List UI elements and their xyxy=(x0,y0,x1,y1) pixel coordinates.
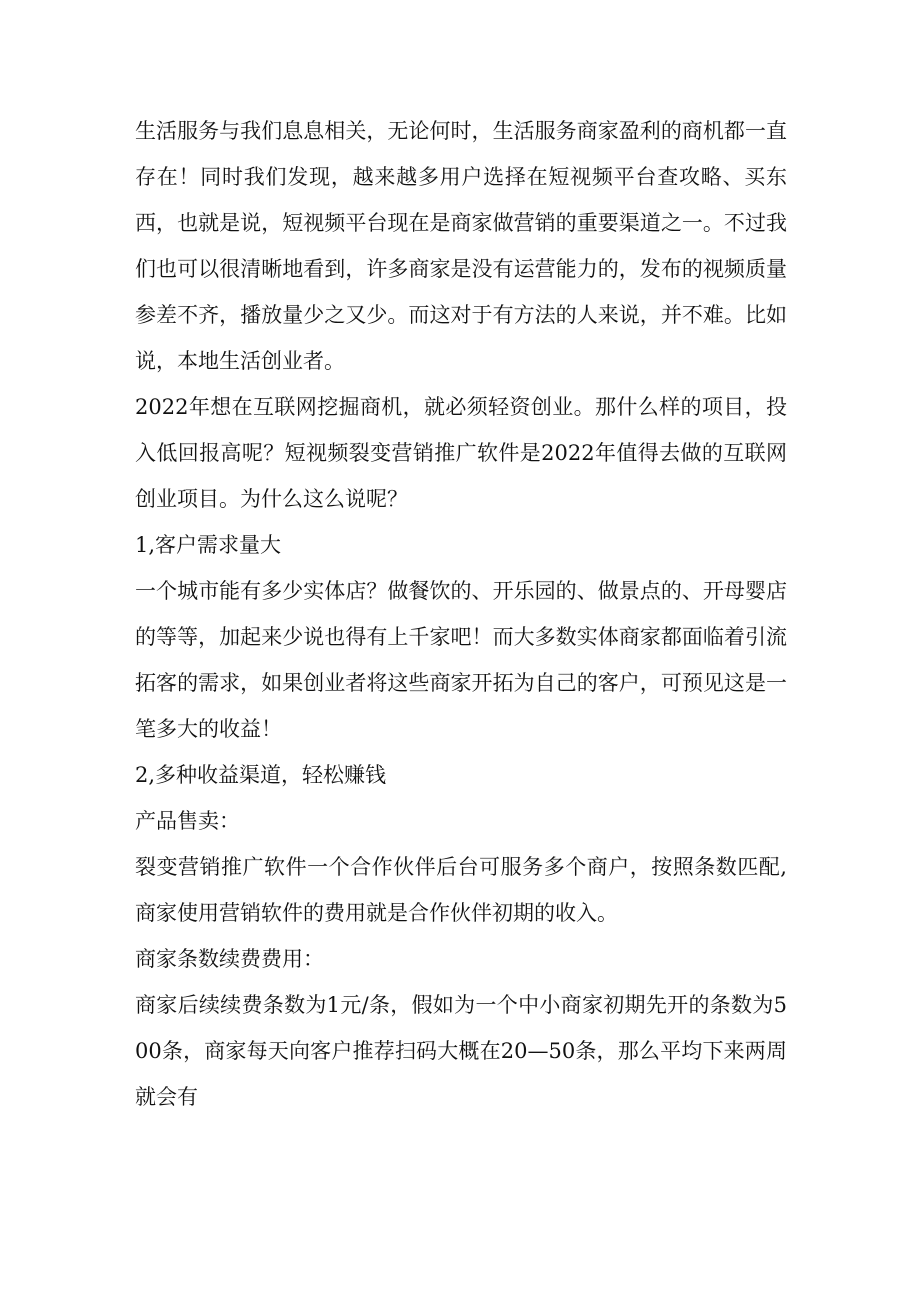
document-body xyxy=(135,108,787,1120)
paragraph-intro: 生活服务与我们息息相关，无论何时，生活服务商家盈利的商机都一直存在！同时我们发现，越来越多用户选择在短视频平台查攻略、买东西，也就是说，短视频平台现在是商家做营销的重要渠道之一。不过我们也可以很清晰地看到，许多商家是没有运营能力的，发布的视频质量参差不齐，播放量少之又少。而这对于有方法的人来说，并不难。比如说，本地生活创业者。 xyxy=(135,119,787,373)
section-heading-revenue: 2,多种收益渠道，轻松赚钱 xyxy=(135,763,387,787)
paragraph-2022-opportunity: 2022年想在互联网挖掘商机，就必须轻资创业。那什么样的项目，投入低回报高呢？短视频裂变营销推广软件是2022年值得去做的互联网创业项目。为什么这么说呢？ xyxy=(135,395,787,511)
subheading-product-sales: 产品售卖： xyxy=(135,809,240,833)
paragraph-demand: 一个城市能有多少实体店？做餐饮的、开乐园的、做景点的、开母婴店的等等，加起来少说也得有上千家吧！而大多数实体商家都面临着引流拓客的需求，如果创业者将这些商家开拓为自己的客户，可预见这是一笔多大的收益！ xyxy=(135,579,787,741)
section-heading-demand: 1,客户需求量大 xyxy=(135,533,282,557)
paragraph-renewal-fee: 商家后续续费条数为1元/条，假如为一个中小商家初期先开的条数为500条，商家每天向客户推荐扫码大概在20—50条，那么平均下来两周就会有 xyxy=(135,993,787,1109)
paragraph-product-sales: 裂变营销推广软件一个合作伙伴后台可服务多个商户，按照条数匹配,商家使用营销软件的费用就是合作伙伴初期的收入。 xyxy=(135,855,787,925)
subheading-renewal-fee: 商家条数续费费用： xyxy=(135,947,324,971)
